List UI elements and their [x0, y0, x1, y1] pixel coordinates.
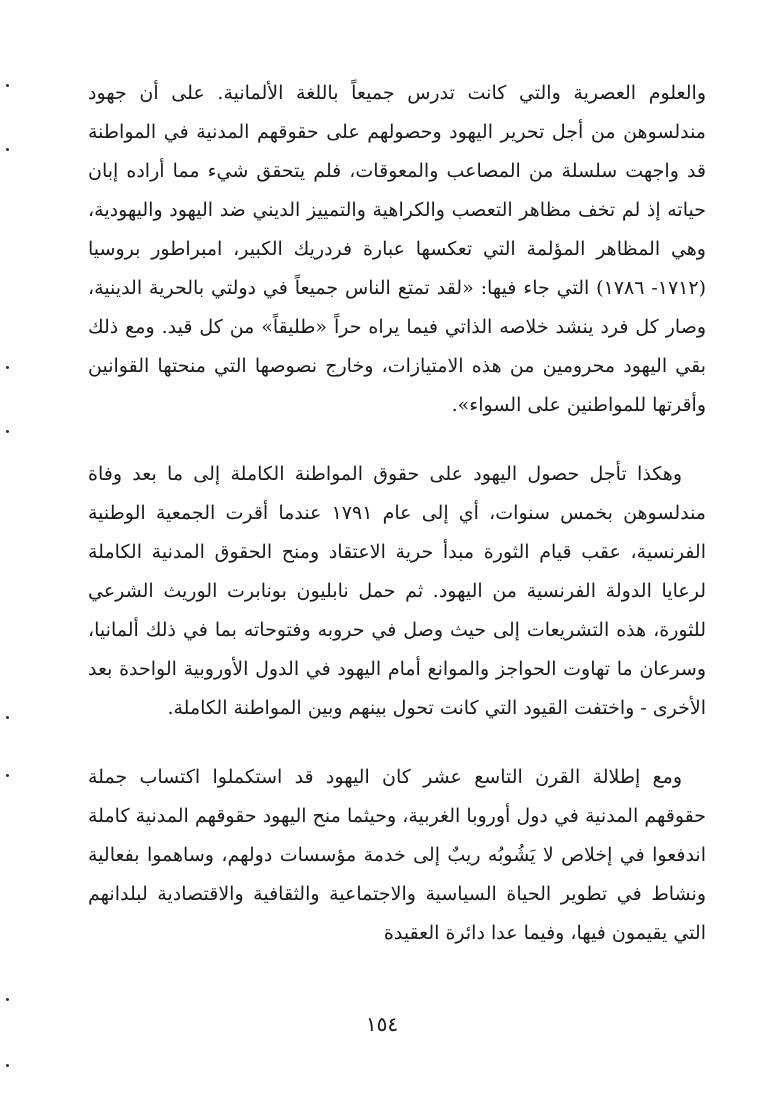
- scan-edge-mark: [6, 1064, 9, 1067]
- paragraph-3: ومع إطلالة القرن التاسع عشر كان اليهود قد استكملوا اكتساب جملة حقوقهم المدنية في دول أوروبا الغربية، وحيثما منح اليهود حقوقهم المدنية كاملة اندفعوا في إخلاص لا يَشُوبُه ريبٌ إلى خدمة مؤسسات دولهم، وساهموا بفعالية ونشاط في تطوير الحياة السياسية والاجتماعية والثقافية والاقتصادية لبلدانهم التي يقيمون فيها، وفيما عدا دائرة العقيدة: [88, 766, 706, 944]
- paragraph-1: والعلوم العصرية والتي كانت تدرس جميعاً باللغة الألمانية. على أن جهود مندلسوهن من أجل تحرير اليهود وحصولهم على حقوقهم المدنية في المواطنة قد واجهت سلسلة من المصاعب والمعوقات، فلم يتحقق شيء مما أراده إبان حياته إذ لم تخف مظاهر التعصب والكراهية والتمييز الديني ضد اليهود واليهودية، وهي المظاهر المؤلمة التي تعكسها عبارة فردريك الكبير، امبراطور بروسيا (١٧١٢- ١٧٨٦) التي جاء فيها: «لقد تمتع الناس جميعاً في دولتي بالحرية الدينية، وصار كل فرد ينشد خلاصه الذاتي فيما يراه حراً «طليقاً» من كل قيد. ومع ذلك بقي اليهود محرومين من هذه الامتيازات، وخارج نصوصها التي منحتها القوانين وأقرتها للمواطنين على السواء».: [88, 82, 706, 416]
- scan-edge-mark: [6, 148, 9, 151]
- scan-edge-mark: [6, 774, 9, 777]
- page-body: [88, 74, 706, 953]
- scan-edge-mark: [6, 84, 9, 87]
- scan-edge-mark: [6, 366, 9, 369]
- paragraph-2: وهكذا تأجل حصول اليهود على حقوق المواطنة الكاملة إلى ما بعد وفاة مندلسوهن بخمس سنوات، أي إلى عام ١٧٩١ عندما أقرت الجمعية الوطنية الفرنسية، عقب قيام الثورة مبدأ حرية الاعتقاد ومنح الحقوق المدنية الكاملة لرعايا الدولة الفرنسية من اليهود. ثم حمل نابليون بونابرت الوريث الشرعي للثورة، هذه التشريعات إلى حيث وصل في حروبه وفتوحاته بما في ذلك ألمانيا، وسرعان ما تهاوت الحواجز والموانع أمام اليهود في الدول الأوروبية الواحدة بعد الأخرى - واختفت القيود التي كانت تحول بينهم وبين المواطنة الكاملة.: [88, 463, 706, 719]
- scan-edge-mark: [6, 716, 9, 719]
- scan-edge-mark: [6, 430, 9, 433]
- paragraph-gap: [88, 425, 706, 455]
- scan-edge-mark: [6, 998, 9, 1001]
- paragraph-gap: [88, 728, 706, 758]
- page-number: ١٥٤: [365, 1012, 399, 1036]
